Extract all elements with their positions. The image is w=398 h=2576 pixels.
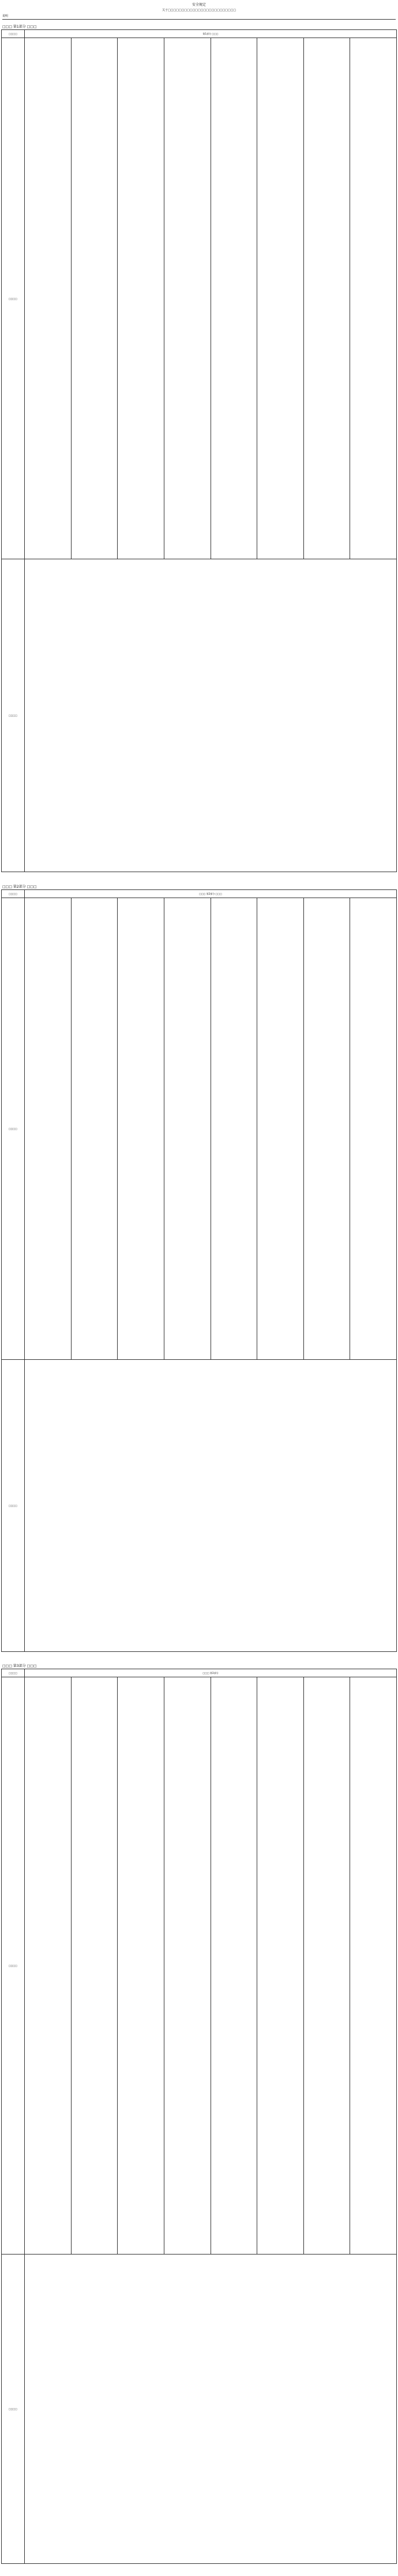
section-1-table (1, 29, 397, 872)
scope-label: □□□□ (2, 890, 25, 898)
table-cell (25, 2255, 397, 2564)
document-subtitle: 关于□□□□□□□□□□□□□□□□□□□□□□□□□ (162, 9, 236, 12)
section-subtitle: 第1部分 □□□ (25, 30, 397, 38)
table-cell (303, 898, 350, 1360)
table-cell (71, 898, 118, 1360)
table-cell (350, 898, 397, 1360)
req-label: □□□□ (2, 38, 25, 559)
section-title: □□□ 第1部分 □□□ (2, 25, 37, 29)
table-cell (25, 1677, 72, 2255)
sign-label: □□□□ (2, 2255, 25, 2564)
section-1 (1, 23, 397, 877)
table-cell (257, 898, 304, 1360)
req-label: □□□□ (2, 898, 25, 1360)
table-cell (25, 1360, 397, 1652)
section-3 (1, 1662, 397, 2568)
table-cell (25, 898, 72, 1360)
table-cell (211, 898, 257, 1360)
table-cell (257, 38, 304, 559)
document-header (0, 0, 398, 12)
table-cell (118, 38, 164, 559)
table-cell (164, 38, 211, 559)
section-subtitle: □□□ 第3部分 (25, 1669, 397, 1677)
table-cell (257, 1677, 304, 2255)
section-title: □□□ 第2部分 □□□ (2, 885, 37, 889)
table-cell (164, 898, 211, 1360)
table-cell (303, 38, 350, 559)
section-2-table (1, 889, 397, 1652)
table-cell (350, 1677, 397, 2255)
table-cell (71, 38, 118, 559)
notes-label: □□□□ (2, 1360, 25, 1652)
scope-label: □□□□ (2, 1669, 25, 1677)
table-cell (71, 1677, 118, 2255)
table-cell (25, 559, 397, 872)
table-cell (164, 1677, 211, 2255)
table-cell (350, 38, 397, 559)
table-cell (118, 898, 164, 1360)
document-title: 安全规定 (192, 3, 206, 7)
section-2 (1, 883, 397, 1657)
document-meta: 说明 (2, 14, 9, 18)
section-3-table (1, 1669, 397, 2564)
check-label: □□□□ (2, 559, 25, 872)
scope-label: □□□□ (2, 30, 25, 38)
table-cell (211, 1677, 257, 2255)
table-cell (303, 1677, 350, 2255)
table-cell (25, 38, 72, 559)
table-cell (211, 38, 257, 559)
section-subtitle: □□□ 第2部分 □□□ (25, 890, 397, 898)
section-title: □□□ 第3部分 □□□ (2, 1664, 37, 1668)
divider (2, 19, 396, 20)
table-cell (118, 1677, 164, 2255)
req-label: □□□□ (2, 1677, 25, 2255)
